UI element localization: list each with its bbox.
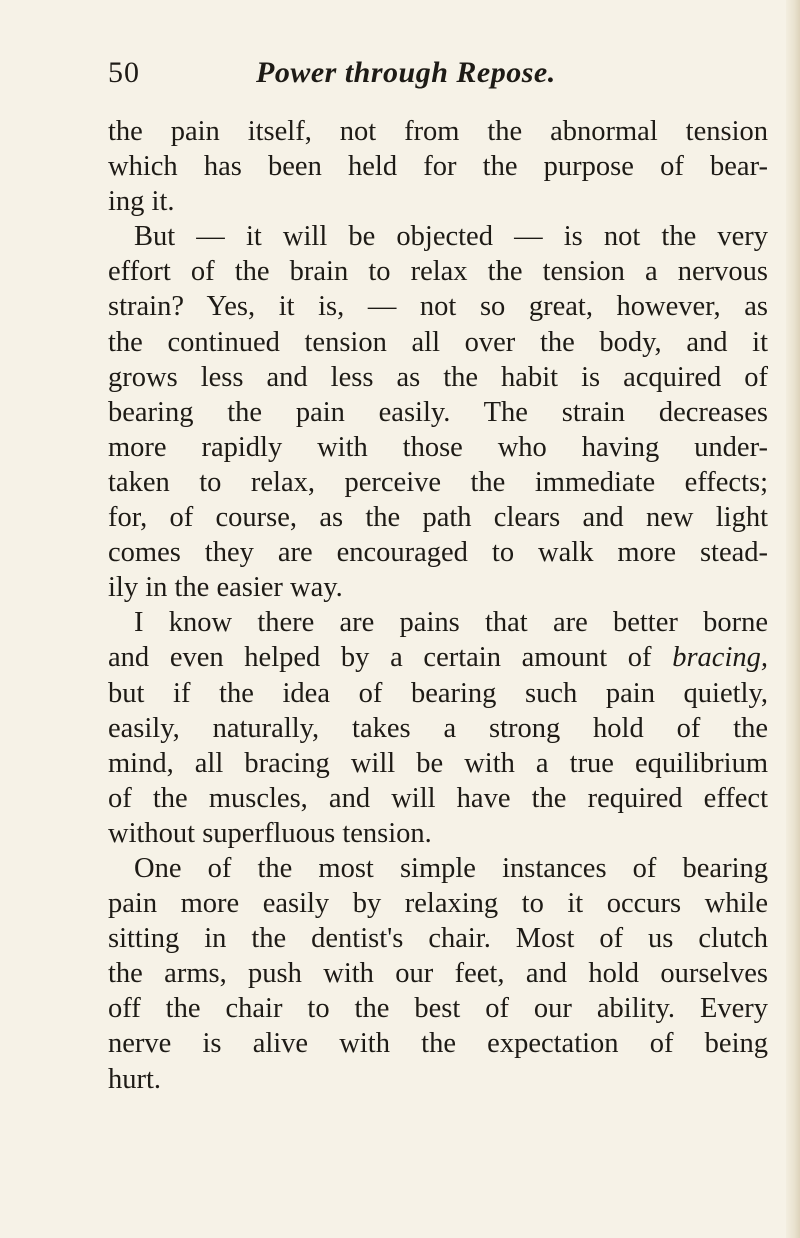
text-line: of the muscles, and will have the required effect (108, 782, 768, 814)
text-line: strain? Yes, it is, — not so great, however, as (108, 291, 768, 323)
page-edge (786, 0, 800, 1238)
text-line: nerve is alive with the expectation of being (108, 1028, 768, 1060)
text-line: comes they are encouraged to walk more stead- (108, 537, 768, 569)
text-line: pain more easily by relaxing to it occurs while (108, 888, 768, 920)
text-line (108, 640, 768, 675)
paragraph-start-line: One of the most simple instances of bearing (134, 852, 768, 884)
text-line: for, of course, as the path clears and new light (108, 502, 768, 534)
text-line: easily, naturally, takes a strong hold of the (108, 712, 768, 744)
text-line: bearing the pain easily. The strain decreases (108, 396, 768, 428)
text-line: more rapidly with those who having under- (108, 431, 768, 463)
text-line: without superfluous tension. (108, 817, 432, 849)
text-line: mind, all bracing will be with a true equilibrium (108, 747, 768, 779)
paragraph-start-line: I know there are pains that are better borne (134, 607, 768, 639)
text-line: the arms, push with our feet, and hold ourselves (108, 958, 768, 990)
text-line: taken to relax, perceive the immediate effects; (108, 466, 768, 498)
text-line: which has been held for the purpose of bear- (108, 151, 768, 183)
text-line: sitting in the dentist's chair. Most of us clutch (108, 923, 768, 955)
text-line: ing it. (108, 186, 175, 218)
text-line: but if the idea of bearing such pain quietly, (108, 677, 768, 709)
text-line: ily in the easier way. (108, 572, 343, 604)
page-number: 50 (108, 56, 140, 89)
text-line: the continued tension all over the body, and it (108, 326, 768, 358)
running-title: Power through Repose. (256, 56, 556, 89)
text-line-start: and even helped by a certain amount of (108, 642, 673, 674)
emphasized-word: bracing, (672, 642, 768, 674)
text-line: the pain itself, not from the abnormal tension (108, 116, 768, 147)
text-line: off the chair to the best of our ability. Every (108, 993, 768, 1025)
body-text (108, 114, 768, 1097)
paragraph-start-line: But — it will be objected — is not the very (134, 221, 768, 253)
running-head (108, 50, 748, 100)
text-line: grows less and less as the habit is acquired of (108, 361, 768, 393)
text-line: effort of the brain to relax the tension a nervous (108, 256, 768, 288)
text-line: hurt. (108, 1063, 162, 1095)
